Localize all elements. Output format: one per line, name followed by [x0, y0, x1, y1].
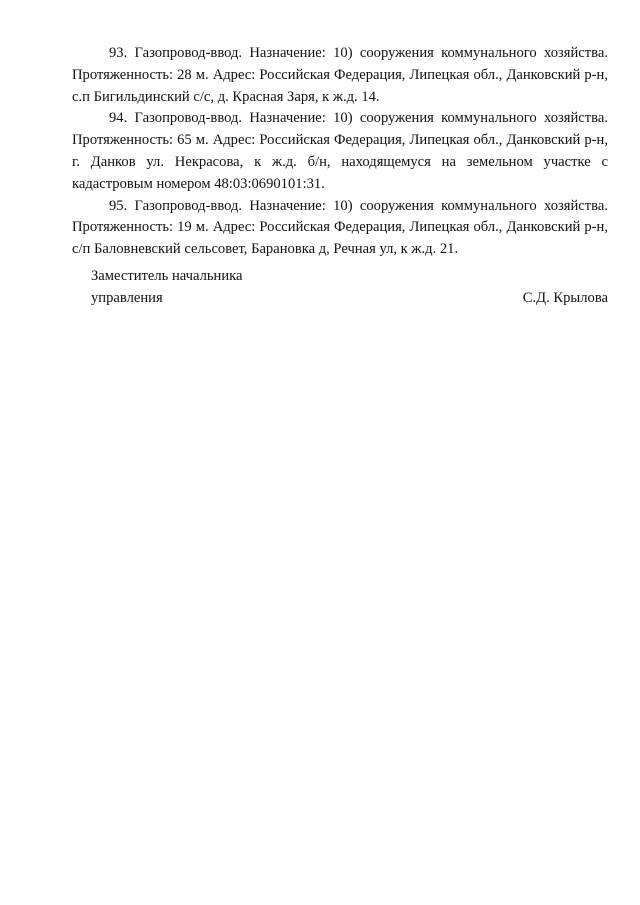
signatory-position-line1: Заместитель начальника: [91, 268, 243, 284]
signature-row: [91, 288, 608, 310]
signature-block: [91, 266, 608, 310]
signatory-name: С.Д. Крылова: [522, 289, 608, 306]
list-item-95: 95. Газопровод-ввод. Назначение: 10) сооружения коммунального хозяйства. Протяженность: 19 м. Адрес: Российская Федерация, Липецкая обл., Данковский р-н, с/п Баловневский сельсовет, Барановка д, Речная ул, к ж.д. 21.: [72, 197, 608, 258]
object-list: [72, 43, 608, 261]
list-item-94: 94. Газопровод-ввод. Назначение: 10) сооружения коммунального хозяйства. Протяженность: 65 м. Адрес: Российская Федерация, Липецкая обл., Данковский р-н, г. Данков ул. Некрасова, к ж.д. б/н, находящемуся на земельном участке с кадастровым номером 48:03:0690101:31.: [72, 110, 608, 192]
signatory-position-line2: управления: [91, 289, 163, 306]
list-item-93: 93. Газопровод-ввод. Назначение: 10) сооружения коммунального хозяйства. Протяженность: 28 м. Адрес: Российская Федерация, Липецкая обл., Данковский р-н, с.п Бигильдинский с/с, д. Красная Заря, к ж.д. 14.: [72, 45, 608, 105]
